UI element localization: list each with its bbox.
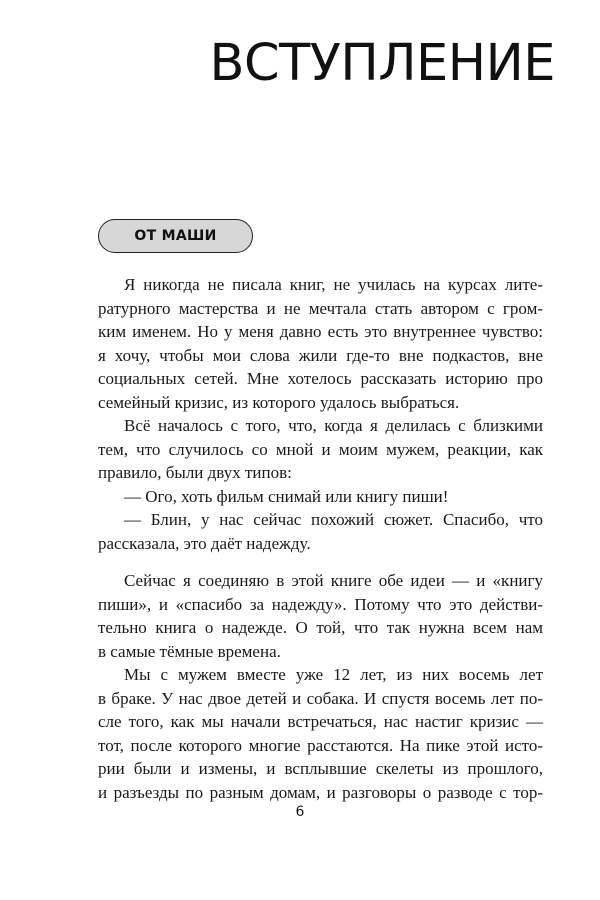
text-line: пиши», и «спасибо за надежду». Потому что это действи- — [98, 594, 543, 614]
body-text-block — [98, 569, 543, 804]
text-line: тельно книга о надежде. О той, что так нужна всем нам — [98, 618, 543, 637]
page-number: 6 — [295, 804, 305, 820]
dialogue-line-1 — [98, 485, 543, 509]
dialogue-line-2 — [98, 508, 543, 555]
text-line: тот, после которого многие расстаются. На пике этой исто- — [98, 735, 543, 755]
text-line: сле того, как мы начали встречаться, нас настиг кризис — — [98, 712, 543, 731]
text-line: социальных сетей. Мне хотелось рассказать историю про — [98, 369, 543, 388]
paragraph-2 — [98, 414, 543, 485]
text-line: — Блин, у нас сейчас похожий сюжет. Спасибо, что — [124, 510, 543, 529]
text-line: рассказала, это даёт надежду. — [98, 533, 311, 553]
text-line: правило, были двух типов: — [98, 463, 292, 482]
chapter-title: ВСТУПЛЕНИЕ — [209, 34, 555, 93]
paragraph-1 — [98, 273, 543, 414]
text-line: Сейчас я соединяю в этой книге обе идеи — и «книгу — [124, 571, 543, 590]
text-line: семейный кризис, из которого удалось выбраться. — [98, 392, 460, 412]
text-line: Всё началось с того, что, когда я делилась с близкими — [124, 416, 543, 435]
text-line: в браке. У нас двое детей и собака. И спустя восемь лет по- — [98, 688, 543, 708]
section-badge: ОТ МАШИ — [98, 219, 253, 253]
text-line: ким именем. Но у меня давно есть это внутреннее чувство: — [98, 322, 543, 341]
text-line: Мы с мужем вместе уже 12 лет, из них восемь лет — [124, 665, 543, 684]
text-line: я хочу, чтобы мои слова жили где-то вне подкастов, вне — [98, 345, 543, 365]
body-text-block — [98, 273, 543, 555]
text-line: Я никогда не писала книг, не училась на курсах лите- — [124, 275, 543, 294]
text-line: — Ого, хоть фильм снимай или книгу пиши! — [124, 486, 449, 506]
paragraph-3 — [98, 569, 543, 663]
text-line: рии были и измены, и всплывшие скелеты из прошлого, — [98, 759, 543, 778]
text-line: ратурного мастерства и не мечтала стать автором с гром- — [98, 298, 543, 318]
paragraph-4 — [98, 663, 543, 804]
text-line: в самые тёмные времена. — [98, 641, 281, 661]
text-line: тем, что случилось со мной и моим мужем, реакции, как — [98, 439, 543, 459]
text-line: и разъезды по разным домам, и разговоры о разводе с тор- — [98, 782, 543, 802]
